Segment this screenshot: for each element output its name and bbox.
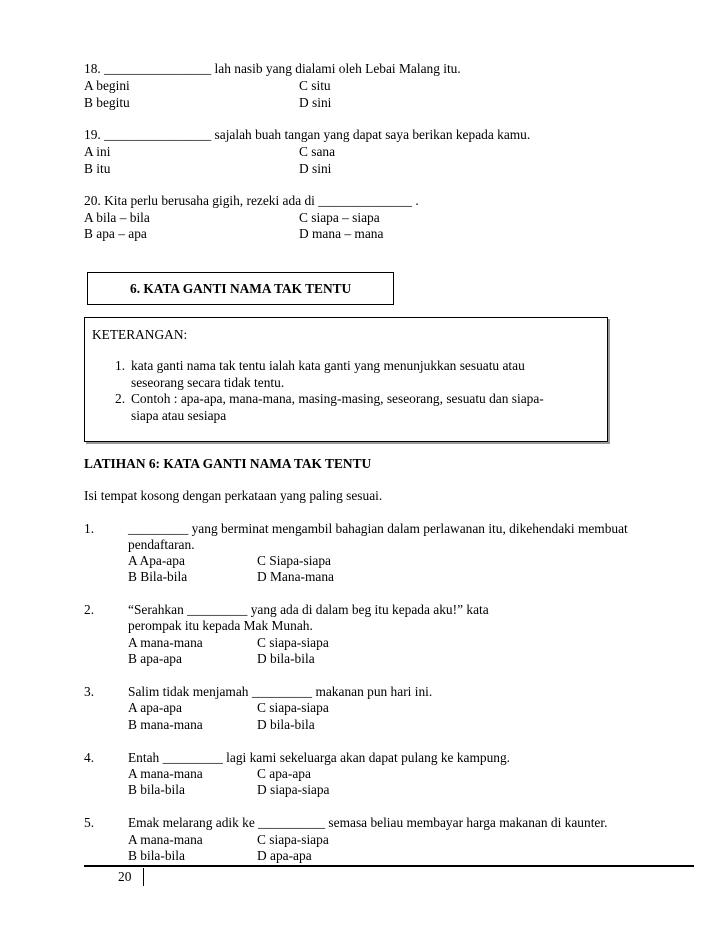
option-c: C siapa-siapa — [257, 832, 329, 847]
exercise-instruction: Isi tempat kosong dengan perkataan yang paling sesuai. — [84, 488, 383, 503]
question-text-cont: perompak itu kepada Mak Munah. — [128, 618, 313, 633]
question-stem: 18. ________________ lah nasib yang dialami oleh Lebai Malang itu. — [84, 61, 461, 76]
option-c: C sana — [299, 144, 336, 159]
notes-item-text: Contoh : apa-apa, mana-mana, masing-masing, seseorang, sesuatu dan siapa- — [131, 391, 544, 406]
option-a: A begini — [84, 78, 130, 93]
option-d: D sini — [299, 161, 332, 176]
question-number: 4. — [84, 750, 95, 765]
question-stem: 19. ________________ sajalah buah tangan yang dapat saya berikan kepada kamu. — [84, 127, 531, 142]
section-title: 6. KATA GANTI NAMA TAK TENTU — [130, 281, 352, 296]
option-b: B Bila-bila — [128, 569, 188, 584]
question-stem: 20. Kita perlu berusaha gigih, rezeki ada di ______________ . — [84, 193, 419, 208]
option-a: A mana-mana — [128, 766, 203, 781]
option-c: C siapa-siapa — [257, 635, 329, 650]
question-number: 2. — [84, 602, 95, 617]
option-d: D bila-bila — [257, 651, 315, 666]
question-text: Salim tidak menjamah _________ makanan pun hari ini. — [128, 684, 433, 699]
question-number: 5. — [84, 815, 95, 830]
notes-item-number: 1. — [115, 358, 126, 373]
notes-heading: KETERANGAN: — [92, 327, 188, 342]
question-text: Emak melarang adik ke __________ semasa beliau membayar harga makanan di kaunter. — [128, 815, 608, 830]
option-b: B bila-bila — [128, 848, 185, 863]
option-c: C Siapa-siapa — [257, 553, 332, 568]
notes-item-text: kata ganti nama tak tentu ialah kata ganti yang menunjukkan sesuatu atau — [131, 358, 525, 373]
option-b: B apa-apa — [128, 651, 182, 666]
option-b: B bila-bila — [128, 782, 185, 797]
option-b: B mana-mana — [128, 717, 203, 732]
notes-item-text-cont: siapa atau sesiapa — [131, 408, 227, 423]
page-number-divider — [143, 868, 144, 886]
option-a: A mana-mana — [128, 832, 203, 847]
question-text: _________ yang berminat mengambil bahagian dalam perlawanan itu, dikehendaki membuat — [128, 521, 628, 536]
question-number: 3. — [84, 684, 95, 699]
option-d: D mana – mana — [299, 226, 384, 241]
question-text: “Serahkan _________ yang ada di dalam beg itu kepada aku!” kata — [128, 602, 489, 617]
option-a: A mana-mana — [128, 635, 203, 650]
footer-rule — [84, 865, 694, 867]
option-a: A bila – bila — [84, 210, 150, 225]
page-number: 20 — [118, 869, 132, 884]
option-d: D siapa-siapa — [257, 782, 330, 797]
question-text: Entah _________ lagi kami sekeluarga akan dapat pulang ke kampung. — [128, 750, 511, 765]
notes-item-text-cont: seseorang secara tidak tentu. — [131, 375, 285, 390]
option-d: D bila-bila — [257, 717, 315, 732]
option-b: B apa – apa — [84, 226, 147, 241]
question-number: 1. — [84, 521, 95, 536]
option-c: C siapa-siapa — [257, 700, 329, 715]
option-a: A apa-apa — [128, 700, 182, 715]
option-a: A Apa-apa — [128, 553, 185, 568]
question-text-cont: pendaftaran. — [128, 537, 195, 552]
option-d: D apa-apa — [257, 848, 312, 863]
option-c: C siapa – siapa — [299, 210, 380, 225]
option-c: C situ — [299, 78, 331, 93]
notes-item-number: 2. — [115, 391, 126, 406]
option-a: A ini — [84, 144, 111, 159]
option-b: B itu — [84, 161, 111, 176]
section-title-box — [87, 272, 394, 305]
exercise-title: LATIHAN 6: KATA GANTI NAMA TAK TENTU — [84, 456, 372, 471]
option-c: C apa-apa — [257, 766, 311, 781]
option-b: B begitu — [84, 95, 130, 110]
option-d: D Mana-mana — [257, 569, 334, 584]
option-d: D sini — [299, 95, 332, 110]
